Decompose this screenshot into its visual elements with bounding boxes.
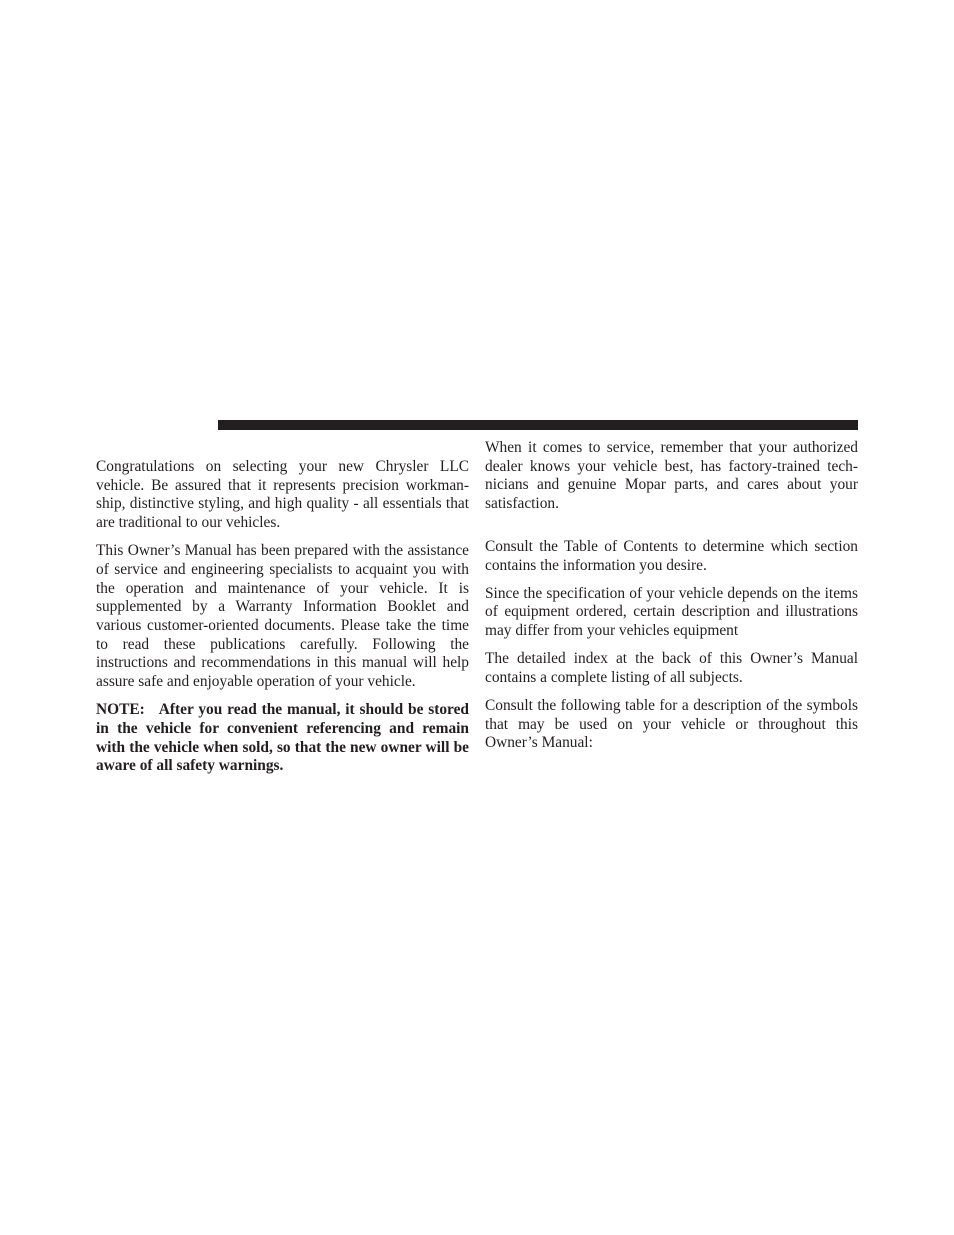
- section-header-rule: [218, 420, 858, 430]
- service-paragraph: When it comes to service, remember that your authorized dealer knows your vehicle best, has factory-trained technicians and genuine Mopar parts, and cares about your satisfaction.: [485, 439, 858, 513]
- intro-paragraph-congratulations: Congratulations on selecting your new Chrysler LLC vehicle. Be assured that it represents precision workmanship, distinctive styling, and high quality - all essentials that are traditional to our vehicles.: [96, 458, 469, 532]
- note-paragraph: [96, 701, 469, 776]
- note-label: NOTE:: [96, 701, 145, 719]
- table-of-contents-paragraph: Consult the Table of Contents to determine which section contains the information you desire.: [485, 537, 858, 574]
- symbols-table-paragraph: Consult the following table for a description of the symbols that may be used on your vehicle or throughout this Owner’s Manual:: [485, 696, 858, 752]
- note-text: After you read the manual, it should be stored in the vehicle for convenient referencing and remain with the vehicle when sold, so that the new owner will be aware of all safety warnings.: [96, 701, 469, 775]
- right-column: [485, 439, 858, 762]
- index-paragraph: The detailed index at the back of this Owner’s Manual contains a complete listing of all subjects.: [485, 650, 858, 686]
- intro-paragraph-manual-prepared: This Owner’s Manual has been prepared with the assistance of service and engineering specialists to acquaint you with the operation and maintenance of your vehicle. It is supplemented by a Warranty Information Booklet and various customer-oriented documents. Please take the time to read these publications carefully. Following the instructions and recommendations in this manual will help assure safe and enjoyable operation of your vehicle.: [96, 542, 469, 691]
- specification-paragraph: Since the specification of your vehicle depends on the items of equipment ordered, certain description and illustrations may differ from your vehicles equipment: [485, 584, 858, 640]
- left-column: [96, 458, 469, 785]
